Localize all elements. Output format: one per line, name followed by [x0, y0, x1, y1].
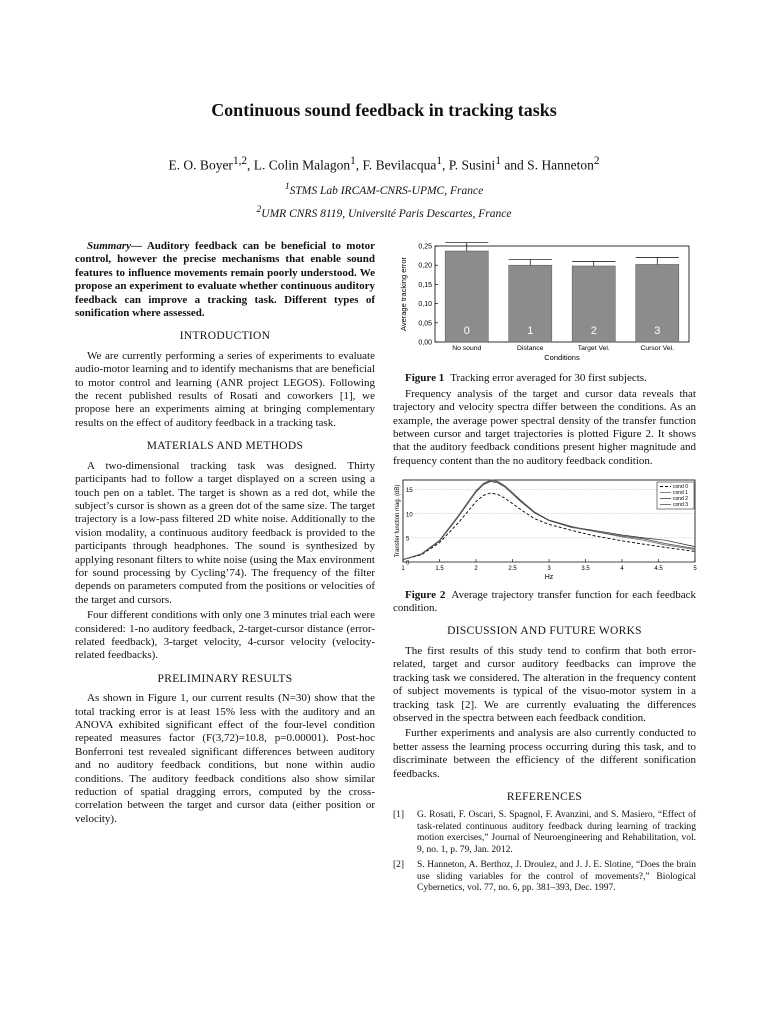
author-list [0, 155, 768, 174]
discussion-paragraph-1: The first results of this study tend to confirm that both error-related, target and cursor auditory feedbacks can improve the tracking task we considered. The alteration in the frequency content of subject movements is typical of the visuo-motor system in a tracking task [2]. We are currently evaluating the differences observed in the spectra between each feedback condition. [393, 644, 696, 724]
author-affil-sup: 1 [350, 155, 356, 167]
figure-2-line-chart [393, 476, 696, 584]
legend-label: cond 2 [673, 496, 689, 503]
summary [75, 240, 375, 320]
reference-item [393, 860, 696, 895]
reference-list [393, 810, 696, 895]
summary-label: Summary [87, 240, 132, 252]
frequency-paragraph: Frequency analysis of the target and cursor data reveals that trajectory and velocity spectra differ between the conditions. As an example, the average power spectral density of the transfer function between cursor and target trajectories is plotted Figure 2. It shows that the auditory feedback conditions present higher magnitude and frequency content than the no auditory feedback condition. [393, 387, 696, 467]
y-axis-label: Average tracking error [399, 256, 408, 332]
x-axis-label: Conditions [544, 353, 580, 362]
author-name: and S. Hanneton [500, 157, 594, 173]
x-tick-label: Distance [517, 345, 544, 352]
paper-title: Continuous sound feedback in tracking tasks [211, 100, 557, 120]
y-tick-label: 10 [406, 512, 413, 519]
y-tick-label: 0,20 [418, 262, 432, 270]
series-line [403, 481, 695, 560]
x-tick-label: 3 [547, 566, 551, 573]
y-tick-label: 15 [406, 488, 413, 495]
x-tick-label: Cursor Vel. [640, 345, 675, 352]
figure-2-label: Figure 2 [405, 588, 446, 601]
figure-1-bar-chart [393, 240, 696, 368]
figure-1-label: Figure 1 [405, 372, 445, 385]
left-column [75, 240, 375, 828]
bar-number-label: 0 [463, 325, 470, 337]
plot-frame [403, 480, 695, 562]
reference-text: S. Hanneton, A. Berthoz, J. Droulez, and J. J. E. Slotine, “Does the brain use sliding variables for the control of movements?,” Biological Cybernetics, vol. 77, no. 6, pp. 381–393, Dec. 1997. [417, 860, 696, 894]
reference-number: [1] [393, 810, 405, 821]
y-tick-label: 0,25 [418, 243, 432, 251]
x-tick-label: 1 [401, 566, 405, 573]
bar-number-label: 3 [654, 325, 661, 337]
legend-label: cond 1 [673, 490, 689, 497]
y-tick-label: 0,10 [418, 301, 432, 309]
affiliation-1 [0, 181, 768, 197]
section-heading-introduction: INTRODUCTION [179, 330, 271, 343]
figure-1-caption [393, 372, 696, 385]
author-name: , L. Colin Malagon [247, 157, 351, 173]
legend-label: cond 3 [673, 502, 689, 509]
series-line [403, 493, 695, 560]
author-name: E. O. Boyer [168, 157, 233, 173]
x-tick-label: 3.5 [581, 566, 590, 573]
affil-text: UMR CNRS 8119, Université Paris Descartes, France [261, 207, 512, 220]
x-tick-label: 4.5 [654, 566, 663, 573]
x-axis-label: Hz [544, 574, 554, 582]
x-tick-label: 2.5 [508, 566, 517, 573]
right-column [393, 240, 696, 899]
author-name: , P. Susini [442, 157, 496, 173]
results-paragraph: As shown in Figure 1, our current results (N=30) show that the total tracking error is at least 15% less with the auditory and an ANOVA exhibited significant effect of the four-level condition repeated measures factor (F(3,72)=10.8, p=0.00001). Post-hoc Bonferroni test revealed significant differences between auditory and no auditory feedback conditions, but none within audio conditions. The auditory feedback conditions also show similar reduction of spatial dragging errors, computed by the cross-correlation between the target and cursor data (either position or velocity). [75, 692, 375, 825]
author-affil-sup: 1 [495, 155, 501, 167]
section-heading-preliminary-results: PRELIMINARY RESULTS [157, 672, 293, 685]
summary-text: — Auditory feedback can be beneficial to motor control, however the precise mechanisms that enable sound features to influence movements remain poorly understood. We propose an experiment to evaluate whether continuous auditory feedback can improve a tracking task. Different types of sonification where assessed. [75, 240, 375, 320]
y-tick-label: 0 [406, 560, 410, 567]
x-tick-label: 5 [693, 566, 697, 573]
x-tick-label: 2 [474, 566, 478, 573]
methods-paragraph-1: A two-dimensional tracking task was designed. Thirty participants had to follow a target displayed on a screen using a touch pen on a tablet. The target is shown as a red dot, while the subject’s cursor is shown as a green dot of the same size. The target trajectory is a low-pass filtered 2D white noise. Additionally to the vision modality, a continuous auditory feedback is provided to the participants through headphones. The sound is synthesized by applying resonant filters to white noise (using the Max environment for sound processing by Cycling’74). The frequency of the filter depends on parameters computed from the positions or velocities of the target and cursors. [75, 459, 375, 606]
author-affil-sup: 1,2 [232, 155, 247, 167]
y-tick-label: 0,05 [418, 320, 432, 328]
x-tick-label: 4 [620, 566, 624, 573]
section-heading-discussion: DISCUSSION AND FUTURE WORKS [447, 625, 642, 638]
bar-number-label: 1 [527, 325, 534, 337]
intro-paragraph: We are currently performing a series of experiments to evaluate audio-motor learning and to identify mechanisms that are beneficial to motor control and learning (ANR project LEGOS). Following the recent published results of Rosati and coworkers [1], we propose here an experiments aiming at bringing complementary results on the effect of auditory feedback in a tracking task. [75, 349, 375, 429]
author-affil-sup: 2 [593, 155, 600, 167]
affiliation-2 [0, 204, 768, 220]
x-tick-label: No sound [452, 345, 482, 352]
figure-1 [393, 240, 696, 372]
x-tick-label: Target Vel. [577, 345, 610, 352]
y-axis-label: Transfer function mag. (dB) [395, 484, 401, 558]
bar-number-label: 2 [590, 325, 597, 337]
x-tick-label: 1.5 [435, 566, 444, 573]
affil-sup: 2 [256, 204, 262, 215]
section-heading-references: REFERENCES [506, 790, 583, 803]
figure-2-caption-text: Average trajectory transfer function for each feedback condition. [393, 588, 696, 615]
figure-1-caption-text: Tracking error averaged for 30 first subjects. [450, 372, 647, 385]
reference-item [393, 810, 696, 856]
y-tick-label: 0,00 [418, 339, 432, 347]
author-affil-sup: 1 [436, 155, 443, 167]
author-name: , F. Bevilacqua [355, 157, 437, 173]
reference-number: [2] [393, 860, 405, 871]
figure-2-caption [393, 589, 696, 616]
reference-text: G. Rosati, F. Oscari, S. Spagnol, F. Avanzini, and S. Masiero, “Effect of task-related continuous auditory feedback during learning of tracking motion exercises,” Journal of Neuroengineering and Rehabilitation, vol. 9, no. 1, p. 79, Jan. 2012. [417, 810, 696, 855]
discussion-paragraph-2: Further experiments and analysis are also currently conducted to better assess the learning process occurring during this task, and to discriminate between the efficiency of the different sonification feedbacks. [393, 727, 696, 780]
affil-text: STMS Lab IRCAM-CNRS-UPMC, France [289, 184, 484, 197]
legend-label: cond 0 [673, 484, 689, 491]
y-tick-label: 5 [406, 536, 410, 543]
series-line [403, 482, 695, 560]
methods-paragraph-2: Four different conditions with only one 3 minutes trial each were considered: 1-no auditory feedback, 2-target-cursor distance (error-related feedback), 3-target velocity, 4-cursor velocity (velocity-related feedbacks). [75, 609, 375, 662]
affil-sup: 1 [284, 181, 290, 192]
section-heading-methods: MATERIALS AND METHODS [146, 440, 304, 453]
figure-2 [393, 476, 696, 588]
y-tick-label: 0,15 [418, 281, 432, 289]
